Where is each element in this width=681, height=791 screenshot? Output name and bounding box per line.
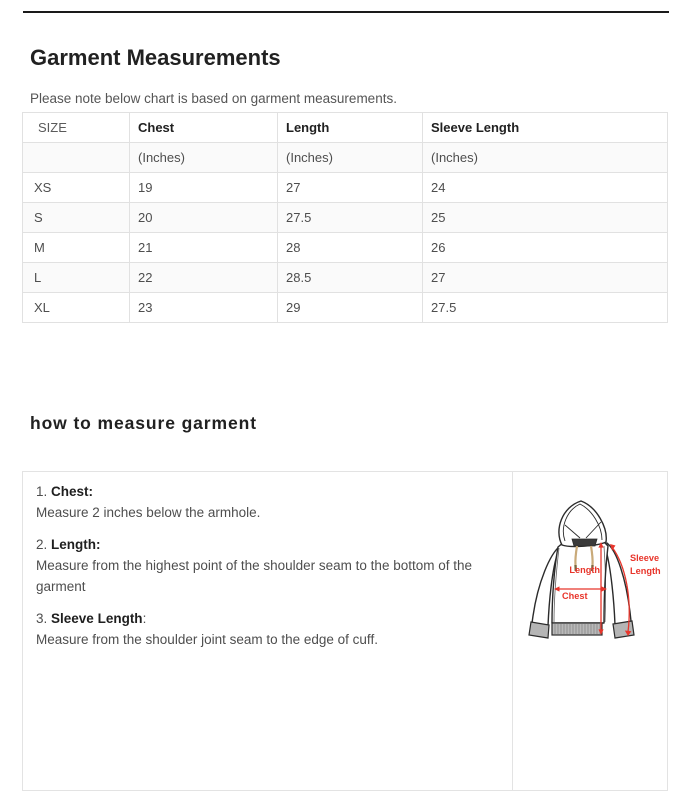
- step-title: Length:: [51, 537, 101, 552]
- units-cell-chest: (Inches): [130, 143, 278, 173]
- chest-label: Chest: [561, 591, 588, 601]
- measure-step-chest: [36, 481, 492, 523]
- cell-length: 28: [278, 233, 423, 263]
- cell-sleeve-length: 24: [423, 173, 668, 203]
- size-row-xs: [23, 173, 668, 203]
- chart-note: Please note below chart is based on garment measurements.: [30, 91, 397, 106]
- cell-sleeve-length: 27.5: [423, 293, 668, 323]
- measure-steps: [23, 472, 512, 790]
- size-row-m: [23, 233, 668, 263]
- cell-chest: 23: [130, 293, 278, 323]
- sleeve-length-label-line1: Sleeve: [629, 553, 659, 563]
- cell-length: 28.5: [278, 263, 423, 293]
- header-row: [23, 113, 668, 143]
- units-row: [23, 143, 668, 173]
- step-title-line: [36, 481, 492, 502]
- step-number: 3.: [36, 611, 48, 626]
- column-header-length: Length: [278, 113, 423, 143]
- cell-size: XL: [23, 293, 130, 323]
- page-title: Garment Measurements: [30, 45, 281, 70]
- column-header-chest: Chest: [130, 113, 278, 143]
- step-title: Chest:: [51, 484, 94, 499]
- units-cell-sleeve-length: (Inches): [423, 143, 668, 173]
- cell-size: XS: [23, 173, 130, 203]
- hoodie-hem-band: [552, 623, 602, 635]
- step-title-line: [36, 534, 492, 555]
- step-description: Measure from the shoulder joint seam to the edge of cuff.: [36, 632, 378, 647]
- cell-sleeve-length: 25: [423, 203, 668, 233]
- hoodie-neck-opening: [572, 539, 597, 546]
- how-to-measure-panel: [22, 471, 668, 791]
- column-header-size: SIZE: [23, 113, 130, 143]
- size-row-xl: [23, 293, 668, 323]
- hoodie-left-cuff: [529, 622, 549, 638]
- hoodie-right-cuff: [613, 621, 634, 638]
- units-cell-length: (Inches): [278, 143, 423, 173]
- cell-chest: 21: [130, 233, 278, 263]
- measure-step-sleeve-length: [36, 608, 492, 650]
- step-number: 2.: [36, 537, 48, 552]
- cell-size: M: [23, 233, 130, 263]
- cell-sleeve-length: 26: [423, 233, 668, 263]
- cell-length: 29: [278, 293, 423, 323]
- cell-length: 27.5: [278, 203, 423, 233]
- size-row-s: [23, 203, 668, 233]
- step-title-suffix: :: [142, 611, 147, 626]
- diagram-pane: [512, 472, 667, 790]
- column-header-sleeve-length: Sleeve Length: [423, 113, 668, 143]
- step-title: Sleeve Length: [51, 611, 143, 626]
- measure-step-length: [36, 534, 492, 597]
- garment-measurements-section: [0, 11, 681, 791]
- step-description: Measure 2 inches below the armhole.: [36, 505, 261, 520]
- hoodie-measurement-diagram: [518, 494, 663, 644]
- size-row-l: [23, 263, 668, 293]
- length-label: Length: [568, 565, 600, 575]
- step-number: 1.: [36, 484, 48, 499]
- cell-size: L: [23, 263, 130, 293]
- cell-chest: 22: [130, 263, 278, 293]
- cell-sleeve-length: 27: [423, 263, 668, 293]
- top-divider: [23, 11, 669, 13]
- cell-length: 27: [278, 173, 423, 203]
- hoodie-body: [552, 541, 608, 623]
- step-title-line: [36, 608, 492, 629]
- step-description: Measure from the highest point of the shoulder seam to the bottom of the garment: [36, 558, 473, 594]
- size-chart-table: [22, 112, 668, 323]
- cell-size: S: [23, 203, 130, 233]
- sleeve-length-label-line2: Length: [629, 566, 661, 576]
- how-to-measure-heading: how to measure garment: [30, 413, 257, 433]
- units-cell-empty: [23, 143, 130, 173]
- cell-chest: 19: [130, 173, 278, 203]
- cell-chest: 20: [130, 203, 278, 233]
